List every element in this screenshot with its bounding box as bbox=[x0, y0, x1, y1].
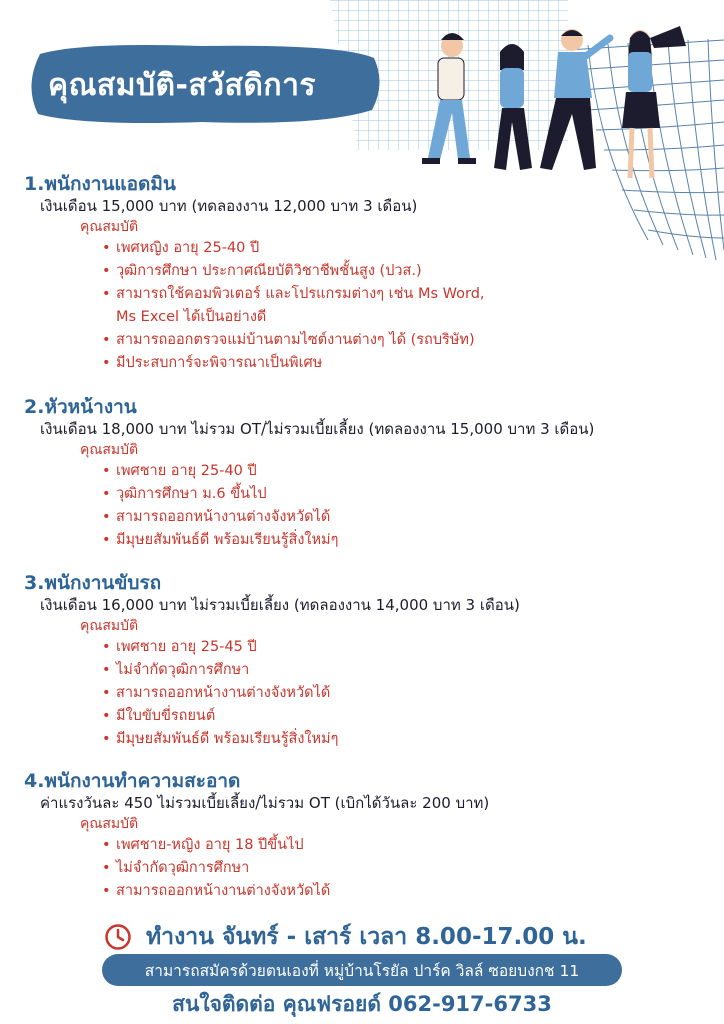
section-heading: 4.พนักงานทำความสะอาด bbox=[24, 770, 241, 792]
section-heading: 1.พนักงานแอดมิน bbox=[24, 173, 176, 195]
list-item: • มีประสบการ์จะพิจารณาเป็นพิเศษ bbox=[102, 352, 724, 375]
list-item-continuation: Ms Excel ได้เป็นอย่างดี bbox=[116, 309, 267, 325]
list-item: • สามารถออกหน้างานต่างจังหวัดได้ bbox=[102, 682, 724, 705]
qualification-label: คุณสมบัติ bbox=[80, 618, 139, 634]
list-item: • วุฒิการศึกษา ม.6 ขึ้นไป bbox=[102, 483, 724, 506]
contact-info: สนใจติดต่อ คุณฟรอยด์ 062-917-6733 bbox=[172, 992, 552, 1016]
list-item: • เพศชาย อายุ 25-45 ปี bbox=[102, 636, 724, 659]
list-item: • มีมุษยสัมพันธ์ดี พร้อมเรียนรู้สิ่งใหม่ๆ bbox=[102, 529, 724, 552]
section-supervisor bbox=[24, 395, 724, 552]
working-hours bbox=[104, 919, 587, 955]
list-item: • ไม่จำกัดวุฒิการศึกษา bbox=[102, 857, 724, 880]
clock-icon bbox=[104, 923, 132, 951]
list-item: • เพศหญิง อายุ 25-40 ปี bbox=[102, 237, 724, 260]
section-heading: 3.พนักงานขับรถ bbox=[24, 572, 162, 594]
salary-text: เงินเดือน 15,000 บาท (ทดลองงาน 12,000 บาท 3 เดือน) bbox=[40, 197, 418, 215]
qualification-list bbox=[24, 636, 724, 751]
list-item: • ไม่จำกัดวุฒิการศึกษา bbox=[102, 659, 724, 682]
list-item: • สามารถออกหน้างานต่างจังหวัดได้ bbox=[102, 880, 724, 903]
qualification-label: คุณสมบัติ bbox=[80, 442, 139, 458]
qualification-list bbox=[24, 237, 724, 375]
salary-text: ค่าแรงวันละ 450 ไม่รวมเบี้ยเลี้ยง/ไม่รวม OT (เบิกได้วันละ 200 บาท) bbox=[40, 794, 490, 812]
apply-location-banner bbox=[102, 954, 622, 986]
qualification-label: คุณสมบัติ bbox=[80, 816, 139, 832]
salary-text: เงินเดือน 18,000 บาท ไม่รวม OT/ไม่รวมเบี้ยเลี้ยง (ทดลองงาน 15,000 บาท 3 เดือน) bbox=[40, 420, 595, 438]
people-illustration bbox=[400, 18, 700, 198]
list-item: • มีใบขับขี่รถยนต์ bbox=[102, 705, 724, 728]
section-driver bbox=[24, 571, 724, 751]
list-item: • สามารถออกตรวจแม่บ้านตามไซต์งานต่างๆ ได้ (รถบริษัท) bbox=[102, 329, 724, 352]
list-item: • สามารถใช้คอมพิวเตอร์ และโปรแกรมต่างๆ เช่น Ms Word, bbox=[102, 283, 724, 306]
apply-location-text: สามารถสมัครด้วยตนเองที่ หมู่บ้านโรยัล ปาร์ค วิลล์ ซอยบงกช 11 bbox=[144, 961, 580, 980]
list-item: • มีมุษยสัมพันธ์ดี พร้อมเรียนรู้สิ่งใหม่ๆ bbox=[102, 728, 724, 751]
qualification-list bbox=[24, 460, 724, 552]
list-item: • สามารถออกหน้างานต่างจังหวัดได้ bbox=[102, 506, 724, 529]
section-cleaner bbox=[24, 769, 724, 903]
list-item: • เพศชาย อายุ 25-40 ปี bbox=[102, 460, 724, 483]
qualification-list bbox=[24, 834, 724, 903]
list-item: • เพศชาย-หญิง อายุ 18 ปีขึ้นไป bbox=[102, 834, 724, 857]
salary-text: เงินเดือน 16,000 บาท ไม่รวมเบี้ยเลี้ยง (ทดลองงาน 14,000 บาท 3 เดือน) bbox=[40, 596, 520, 614]
page-title: คุณสมบัติ-สวัสดิการ bbox=[48, 68, 317, 103]
section-admin bbox=[24, 172, 724, 375]
working-hours-text: ทำงาน จันทร์ - เสาร์ เวลา 8.00-17.00 น. bbox=[146, 924, 587, 950]
qualification-label: คุณสมบัติ bbox=[80, 219, 139, 235]
section-heading: 2.หัวหน้างาน bbox=[24, 396, 137, 418]
list-item: • วุฒิการศึกษา ประกาศณียบัติวิชาชีพชั้นสูง (ปวส.) bbox=[102, 260, 724, 283]
